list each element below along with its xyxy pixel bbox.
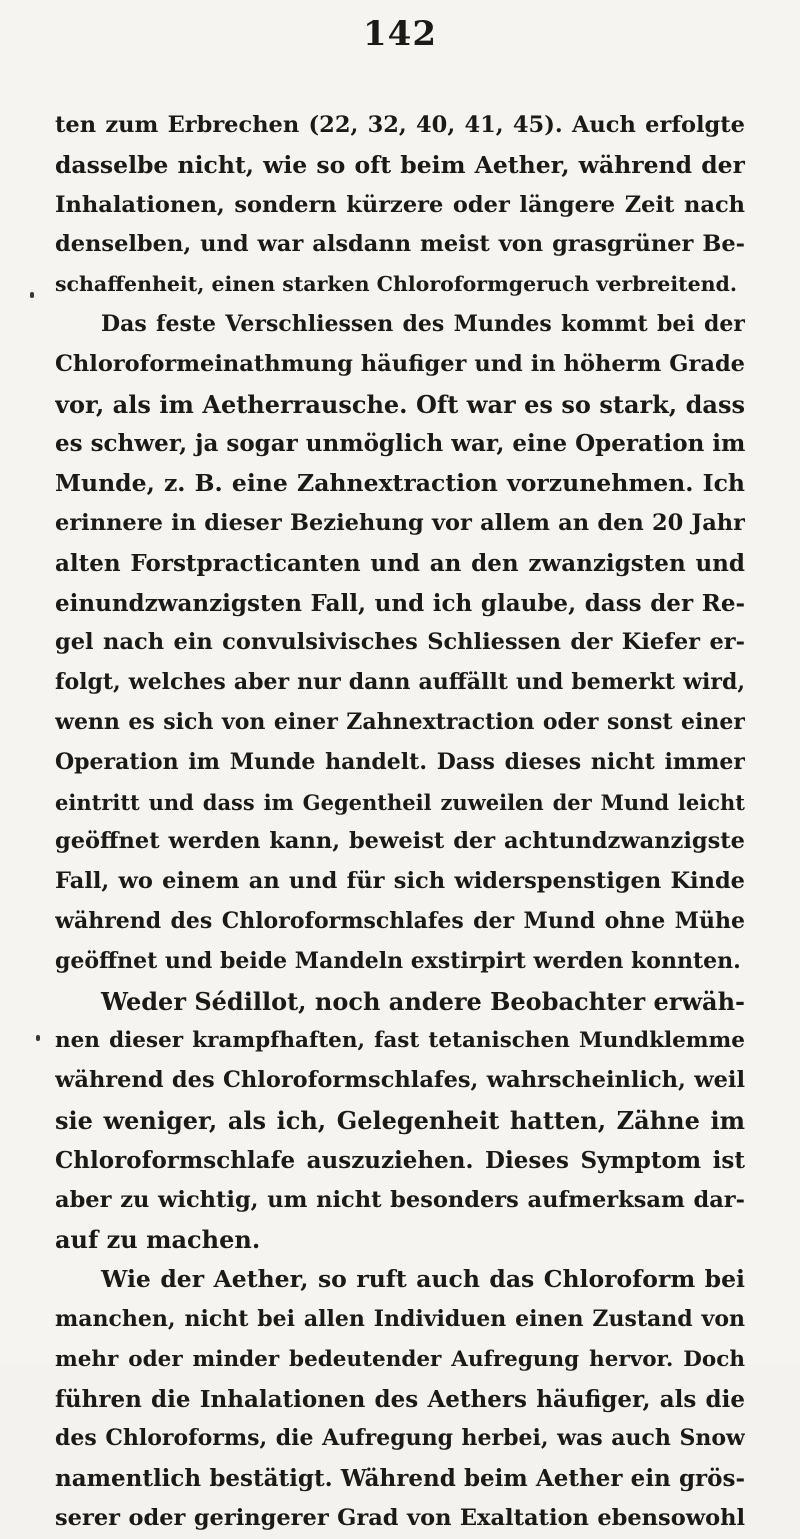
text-line: während des Chloroformschlafes der Mund ohne Mühe	[55, 907, 745, 934]
text-line: Weder Sédillot, noch andere Beobachter erwäh-	[101, 986, 745, 1016]
text-line: vor, als im Aetherrausche. Oft war es so stark, dass	[55, 389, 745, 419]
text-line: nen dieser krampfhaften, fast tetanischen Mundklemme	[55, 1028, 745, 1054]
text-line: serer oder geringerer Grad von Exaltation ebensowohl	[55, 1504, 745, 1531]
text-line: Das feste Verschliessen des Mundes kommt bei der	[101, 310, 745, 337]
text-line: Chloroformeinathmung häufiger und in höherm Grade	[55, 350, 745, 377]
text-line: manchen, nicht bei allen Individuen einen Zustand von	[55, 1305, 745, 1332]
text-line: auf zu machen.	[55, 1225, 261, 1255]
text-line: einundzwanzigsten Fall, und ich glaube, dass der Re-	[55, 589, 745, 617]
text-line: erinnere in dieser Beziehung vor allem an den 20 Jahr	[55, 509, 745, 536]
text-line: geöffnet und beide Mandeln exstirpirt werden konnten.	[55, 947, 741, 974]
text-line: während des Chloroformschlafes, wahrscheinlich, weil	[55, 1067, 745, 1094]
text-line: geöffnet werden kann, beweist der achtundzwanzigste	[55, 828, 745, 855]
text-line: gel nach ein convulsivisches Schliessen der Kiefer er-	[55, 629, 745, 656]
text-line: folgt, welches aber nur dann auffällt und bemerkt wird,	[55, 669, 745, 696]
text-line: Wie der Aether, so ruft auch das Chloroform bei	[101, 1265, 745, 1294]
text-line: Fall, wo einem an und für sich widerspenstigen Kinde	[55, 868, 745, 895]
page-number: 142	[363, 14, 437, 54]
text-line: Munde, z. B. eine Zahnextraction vorzunehmen. Ich	[55, 469, 745, 498]
text-line: Chloroformschlafe auszuziehen. Dieses Symptom ist	[55, 1146, 745, 1174]
print-speck	[30, 292, 34, 298]
text-line: denselben, und war alsdann meist von grasgrüner Be-	[55, 231, 745, 258]
text-line: es schwer, ja sogar unmöglich war, eine Operation im	[55, 430, 745, 458]
text-line: Inhalationen, sondern kürzere oder längere Zeit nach	[55, 191, 745, 218]
print-speck	[36, 1035, 40, 1041]
text-line: sie weniger, als ich, Gelegenheit hatten, Zähne im	[55, 1105, 745, 1135]
text-line: namentlich bestätigt. Während beim Aether ein grös-	[55, 1465, 745, 1493]
text-line: wenn es sich von einer Zahnextraction oder sonst einer	[55, 708, 745, 735]
text-line: ten zum Erbrechen (22, 32, 40, 41, 45). Auch erfolgte	[55, 112, 745, 138]
body-text	[55, 106, 745, 1539]
text-line: Operation im Munde handelt. Dass dieses nicht immer	[55, 748, 745, 775]
text-line: des Chloroforms, die Aufregung herbei, was auch Snow	[55, 1425, 745, 1452]
text-line: aber zu wichtig, um nicht besonders aufmerksam dar-	[55, 1186, 745, 1213]
text-line: eintritt und dass im Gegentheil zuweilen der Mund leicht	[55, 789, 745, 815]
text-line: schaffenheit, einen starken Chloroformgeruch verbreitend.	[55, 272, 738, 297]
text-line: führen die Inhalationen des Aethers häufiger, als die	[55, 1385, 745, 1413]
text-line: mehr oder minder bedeutender Aufregung hervor. Doch	[55, 1346, 745, 1372]
text-line: dasselbe nicht, wie so oft beim Aether, während der	[55, 150, 745, 179]
text-line: alten Forstpracticanten und an den zwanzigsten und	[55, 549, 745, 577]
